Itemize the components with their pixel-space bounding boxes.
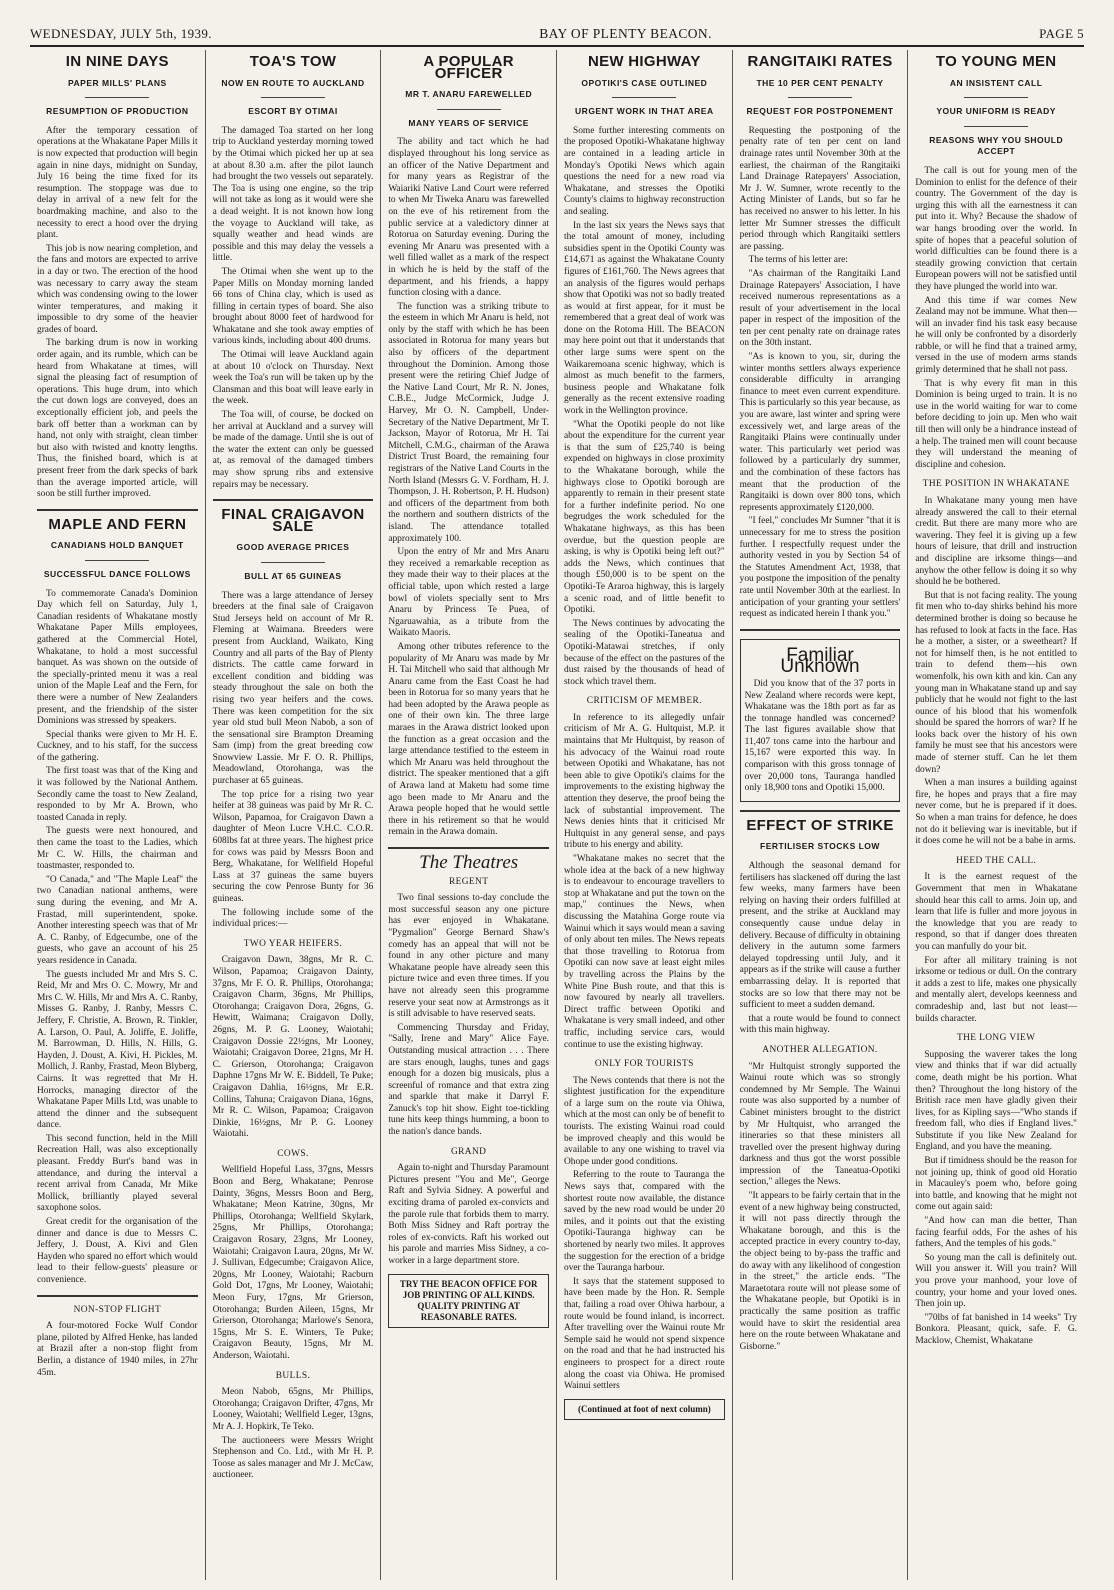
article-subheading: REQUEST FOR POSTPONEMENT: [746, 106, 894, 117]
paragraph: "As chairman of the Rangitaiki Land Drainage Ratepayers' Association, I have received numerous representations as a result of your advertisement in the local paper in respect of the imposition of the ten per cent penalty rate on drainage rates on the 30th instant.: [739, 268, 901, 349]
page-number: PAGE 5: [1039, 26, 1084, 41]
article-body: [213, 591, 374, 931]
paragraph: Again to-night and Thursday Paramount Pictures present "You and Me", George Raft and Sylvia Sidney. A powerful and exciting drama of paroled ex-convicts and the parole rule that forbids them to marry. Both Miss Sidney and Raft portray the roles of ex-convicts. Raft his worked out his parole and marries Miss Sidney, a co-worker in a large department store.: [388, 1163, 549, 1266]
paragraph: So young man the call is definitely out. Will you answer it. Will you train? Will you prove your manhood, your love of country, your home and your loved ones. Then join up.: [915, 1252, 1077, 1310]
article-subheading: YOUR UNIFORM IS READY: [936, 106, 1056, 117]
article-heading: A POPULAR OFFICER: [423, 53, 514, 82]
paragraph: "Mr Hultquist strongly supported the Wainui route which was so strongly condemned by Mr Semple. The Wainui route was also supported by a number of Cabinet ministers brought to the district by Mr Hultquist, who arranged the itineraries so that these ministers all travelled over the present highway during darkness and thus got the worst possible impression of the Taneatua-Opotiki section," alleges the News.: [739, 1061, 901, 1188]
section-heading: NON-STOP FLIGHT: [73, 1304, 162, 1315]
article-heading: NEW HIGHWAY: [587, 53, 701, 70]
article-body: [37, 1321, 198, 1379]
paragraph: The following include some of the individual prices:—: [212, 907, 374, 930]
article-heading: IN NINE DAYS: [65, 53, 169, 70]
article-body: [213, 955, 374, 1141]
article-subheading: NOW EN ROUTE TO AUCKLAND: [221, 77, 365, 88]
article-body: [564, 126, 725, 689]
article-body: [388, 137, 549, 839]
paragraph: "70lbs of fat banished in 14 weeks" Try Bonkora. Pleasant, quick, safe. F. G. Macklow, Chemist, Whakatane: [915, 1312, 1077, 1346]
paragraph: It says that the statement supposed to have been made by the Hon. R. Semple that, failing a road over Ohiwa harbour, a route would be found inland, is incorrect. After travelling over the Wainui route Mr Semple said he would not spend sixpence on the road and that he had instructed his engineers to prospect for a direct route along the coast via Ohiwa. He promised Wainui settlers: [564, 1276, 725, 1392]
paragraph: The damaged Toa started on her long trip to Auckland yesterday morning towed by the Otimai which picked her up at sea at about 8.30 a.m. after the pilot launch had brought the two vessels out separately. The Toa is using one engine, so the trip will not take as long as it would were she a dead weight. It is not known how long the voyage to Auckland will take, as squally weather and head winds are possible and this may delay the vessels a little.: [212, 125, 374, 264]
paragraph: Among other tributes reference to the popularity of Mr Anaru was made by Mr H. Tai Mitchell who said that although Mr Anaru came from the East Coast he had been in Rotorua for so many years that he had been adopted by the Arawa people as one of their own kin. The three large maraes in the Arawa district looked upon the function as a great occasion and the large attendance testified to the esteem in which Mr Anaru was held throughout the district. The speaker mentioned that a gift of Arawa land at Maketu had some time ago been made to Mr Anaru and the Arawa people hoped that he would settle there in his retirement so that he would remain in the Arawa domain.: [388, 641, 549, 838]
paragraph: That is why every fit man in this Dominion is being urged to train. It is no use in the world waiting for war to come before deciding to join up. Men who wait till then will only be a hindrance instead of a help. The trained men will count because they will understand the meaning of discipline and cohesion.: [915, 378, 1077, 470]
paragraph: The first toast was that of the King and it was followed by the National Anthem. Secondly came the toast to New Zealand, responded to by Mr A. Brown, who toasted Canada in reply.: [37, 766, 198, 823]
article-subheading: REASONS WHY YOU SHOULD ACCEPT: [929, 134, 1064, 157]
paragraph: Some further interesting comments on the proposed Opotiki-Whakatane highway are contained in a leading article in Monday's Opotiki News which again questions the need for a new road via Whakatane, and stresses the Opotiki County's claims to highway reconstruction and sealing.: [564, 125, 725, 217]
paragraph: "What the Opotiki people do not like about the expenditure for the current year is that the sum of £25,740 is being expended on highways in close proximity to the Whakatane borough, while the highways close to Opotiki borough are apparently to remain in their present state for a further indefinite period. No one begrudges the work scheduled for the Whakatane highways, as this has been overdue, but the question people are asking, is why is Opotiki being left out?" adds the News, which continues that though £50,000 is to be spent on the Opotiki-Te Araroa highway, this is largely a scenic road, and of little benefit to Opotiki.: [564, 419, 725, 616]
issue-date: WEDNESDAY, JULY 5th, 1939.: [30, 26, 212, 41]
article-subheading: CANADIANS HOLD BANQUET: [50, 540, 184, 551]
paragraph: The guests were next honoured, and then came the toast to the Ladies, which Mr C. W. Hills, the chairman and toastmaster, responded to.: [37, 826, 198, 872]
paragraph: "It appears to be fairly certain that in the event of a new highway being constructed, it will not pass directly through the Whakatane borough, and this is the accepted practice in every country to-day, the object being to by-pass the traffic and do away with any likelihood of congestion in the street," the article ends. "The Maraetotara route will not please some of the Whakatane people, but Opotiki is in practically the same position as traffic would have to skirt the residential area here on the route between Whakatane and Gisborne.": [739, 1191, 901, 1352]
paragraph: Referring to the route to Tauranga the News says that, compared with the shortest route now available, the distance saved by the new road would be under 20 miles, and it points out that the existing Opotiki-Tauranga highway can be shortened by nearly two miles. It approves the suggestion for the erection of a bridge over the Tauranga harbour.: [564, 1170, 725, 1274]
paragraph: Craigavon Dawn, 38gns, Mr R. C. Wilson, Papamoa; Craigavon Dainty, 37gns, Mr F. O. R. Phillips, Otorohanga; Craigavon Charm, 36gns, Mr Phillips, Otorohanga; Craigavon Dora, 26gns, G. Hewitt, Waimana; Craigavon Dolly, 26gns, M. P. G. Looney, Waiotahi; Craigavon Dossie 22½gns, Mr Looney, Waiotahi; Craigavon Doree, 21gns, Mr H. C. Grierson, Otorohanga; Craigavon Daphne 17gns Mr W. E. Biddell, Te Puke; Craigavon Dahlia, 16½gns, Mr E.R. Collins, Tahuna; Craigavon Diana, 16gns, Mr R. C. Wilson, Papamoa; Craigavon Dinkie, 16½gns, Mr P. G. Looney Waiotahi.: [212, 955, 374, 1140]
section-heading: TWO YEAR HEIFERS.: [243, 938, 343, 949]
article-body: [37, 126, 198, 501]
column-6: [908, 50, 1084, 1580]
article-body: [915, 496, 1077, 848]
article-subheading: MANY YEARS OF SERVICE: [408, 117, 529, 128]
paragraph: Commencing Thursday and Friday, "Sally, Irene and Mary" Alice Faye. Outstanding musical attraction . . . There are stars enough, laughs, tunes and gags enough for a dozen big musicals, plus a screenful of romance and that extra zing and sparkle that make it Darryl F. Zanuck's top hit show. Eight toe-tickling tune hits keep things humming, a boon to the nation's dance bands.: [388, 1022, 549, 1138]
column-2: [206, 50, 382, 1580]
article-body: [388, 1163, 549, 1267]
paragraph: The Toa will, of course, be docked on her arrival at Auckland and a survey will be made of the damage. Until she is out of the water the extent can only be guessed at, as removal of the damaged timbers may show sprung ribs and extensive repairs may be necessary.: [212, 410, 374, 490]
article-body: [915, 1050, 1077, 1348]
paragraph: The News continues by advocating the sealing of the Opotiki-Taneatua and Opotiki-Matawai stretches, if only because of the effect on the pastures of the dust raised by the thousands of head of stock which travel them.: [564, 618, 725, 687]
article-subheading: URGENT WORK IN THAT AREA: [575, 106, 714, 117]
section-heading: CRITICISM OF MEMBER.: [586, 696, 702, 707]
section-heading: REGENT: [448, 876, 489, 887]
article-body: [740, 861, 901, 1037]
paragraph: Upon the entry of Mr and Mrs Anaru they received a remarkable reception as they made their way to their places at the official table, upon which rested a large bowl of violets specially sent to Mrs Anaru by Princess Te Puea, of Ngaruawahia, as a tribute from the Waikato Maoris.: [388, 547, 549, 639]
paragraph: "Whakatane makes no secret that the whole idea at the back of a new highway is to endeavour to encourage travellers to stop at Whakatane and put the town on the map," continues the News, when discussing the Matahina Gorge route via Wainui which it says would mean a saving of only about ten miles. The News repeats that those travelling to Rotorua from Opotiki can now save at least eight miles by travelling across the Plains by the White Pine Bush route, and that this is now favoured by nearly all travellers. Direct traffic between Opotiki and Whakatane is very small indeed, and other traffic, including service cars, would continue to use the existing highway.: [564, 854, 725, 1050]
article-body: [745, 679, 896, 795]
section-heading: COWS.: [277, 1148, 309, 1159]
paragraph: When a man insures a building against fire, he hopes and prays that a fire may never come, but he is prepared if it does. So when a man trains for defence, he does not do it believing war is inevitable, but if it does come he will not be a babe in arms.: [915, 778, 1077, 847]
paragraph: "I feel," concludes Mr Sumner "that it is unnecessary for me to stress the position further. I respectfully request under the authority vested in you by Section 54 of the Statutes Amendment Act, 1938, that you postpone the imposition of the penalty rate until November 30th at the earliest. In anticipation of your granting your settlers' request as indicated herein I thank you.": [739, 516, 901, 620]
article-body: [564, 1076, 725, 1393]
paragraph: It is the earnest request of the Government that men in Whakatane should hear this call to arms. Join up, and learn that life is fuller and more joyous in the knowledge that you are ready to respond, so that if danger does threaten you can manfully do your bit.: [915, 872, 1077, 952]
paragraph: Although the seasonal demand for fertilisers has slackened off during the last few weeks, many farmers have been relying on having their orders fulfilled at present, and the strike at Auckland may consequently cause undue delay in delivery. Because of difficulty in obtaining delivery in the autumn some farmers delayed topdressing until July, and it appears as if the strike will cause a further embarrassing delay. It is reported that stocks are so low that there may not be sufficient to meet a sudden demand.: [739, 861, 901, 1011]
masthead: [30, 22, 1084, 47]
section-heading: ANOTHER ALLEGATION.: [762, 1044, 878, 1055]
paragraph: Great credit for the organisation of the dinner and dance is due to Messrs C. Jeffery, J. Doust, A. Kivi and Glen Hayden who spared no effort which would lead to their fellow-guests' pleasure or convenience.: [37, 1217, 198, 1285]
paragraph: A four-motored Focke Wulf Condor plane, piloted by Alfred Henke, has landed at Brazil after a non-stop flight from Berlin, a distance of 1940 miles, in 27hr 45m.: [37, 1321, 198, 1378]
article-subheading: THE 10 PER CENT PENALTY: [756, 77, 884, 88]
section-heading: THE POSITION IN WHAKATANE: [922, 479, 1070, 490]
article-heading: TO YOUNG MEN: [935, 53, 1057, 70]
paragraph: Meon Nabob, 65gns, Mr Phillips, Otorohanga; Craigavon Drifter, 47gns, Mr Looney, Waiotahi; Wellfield Leger, 13gns, Mr A. J. Hopkirk, Te Teko.: [212, 1387, 374, 1432]
paragraph: In the last six years the News says that the total amount of money, including subsidies spent in the Opotiki County was £14,671 as against the Whakatane County figures of £161,760. The News agrees that an analysis of the figures would perhaps show that Opotiki was not so badly treated as would at first appear, for it must be remembered that a great deal of work was done on the Rotoma Hill. The BEACON may here point out that it understands that other large sums were spent on the Waikaremoana scenic highway, which is almost as much benefit to the farmers, business people and Whakatane folk generally as the recent extensive roading work in the Wellington province.: [564, 220, 725, 417]
paragraph: The Otimai will leave Auckland again at about 10 o'clock on Thursday. Next week the Toa's run will be taken up by the Clansman and this boat will leave early in the week.: [212, 350, 374, 407]
paragraph: To commemorate Canada's Dominion Day which fell on Saturday, July 1, Canadian residents of Whakatane mostly Whakatane Paper Mills employees, gathered at the Commercial Hotel, Whakatane, to hold a most successful banquet. As was shown on the outside of the specially-printed menu it was a real union of the Maple Leaf and the Fern, for there were a number of New Zealanders present, and the friendship of the sister Dominions was stressed by speakers.: [37, 588, 198, 727]
paragraph: The Otimai when she went up to the Paper Mills on Monday morning landed 66 tons of China clay, which is used as filling in certain types of board. She also brought about 8000 feet of hardwood for Whakatane and she took away empties of various kinds, including about 400 drums.: [212, 266, 374, 347]
paragraph: In reference to its allegedly unfair criticism of Mr A. G. Hultquist, M.P. it maintains that Mr Hultquist, by reason of his advocacy of the Wainui road route between Opotiki and Whakatane, has not been able to give Opotiki's claims for the improvements to the existing highway the attention they deserve, the proof being the lack of substantial improvement. The News denies hints that it criticised Mr Hultquist in any general sense, and pays tribute to his energy and ability.: [564, 712, 725, 851]
article-heading: MAPLE AND FERN: [48, 515, 187, 533]
article-heading: TOA'S TOW: [249, 53, 337, 70]
printing-advertisement: TRY THE BEACON OFFICE FOR JOB PRINTING OF ALL KINDS. QUALITY PRINTING AT REASONABLE RATES.: [388, 1274, 549, 1328]
newspaper-title: BAY OF PLENTY BEACON.: [539, 26, 712, 41]
article-subheading: BULL AT 65 GUINEAS: [244, 570, 342, 581]
paragraph: "As is known to you, sir, during the winter months settlers always experience considerable difficulty in arranging finance to meet even current expenditure. This is particularly so this year because, as you are aware, last winter and spring were excessively wet, and large areas of the Rangitaiki Plains were continually under water. This particularly wet period was followed by a particularly dry summer, and the combination of these factors has meant that the production of the Rangitaiki is down over 800 tons, which represents approximately £120,000.: [739, 352, 901, 513]
paragraph: The call is out for young men of the Dominion to enlist for the defence of their country. The Government of the day is urging this with all the earnestness it can put into it. Why? Because the shadow of war hangs brooding over the world. In spite of hopes that a peaceful solution of world difficulties can be found there is a steadily growing conviction that certain European powers will not be satisfied until they have plunged the world into war.: [915, 165, 1077, 292]
article-subheading: MR T. ANARU FAREWELLED: [405, 89, 533, 100]
article-subheading: SUCCESSFUL DANCE FOLLOWS: [43, 568, 191, 579]
paragraph: Special thanks were given to Mr H. E. Cuckney, and to his staff, for the success of the gathering.: [37, 729, 198, 763]
paragraph: After the temporary cessation of operations at the Whakatane Paper Mills it is now expected that production will begin again in nine days, midnight on Sunday, July 16 being the time fixed for its resumption. The stoppage was due to delay in arrival of a new felt for the boardmaking machine, and also to the necessity to erect a hood over the drying plant.: [37, 125, 198, 241]
article-body: [564, 713, 725, 1051]
paragraph: that a route would be found to connect with this main highway.: [739, 1013, 901, 1036]
article-heading: EFFECT OF STRIKE: [746, 816, 894, 834]
paragraph: There was a large attendance of Jersey breeders at the final sale of Craigavon Stud Jerseys held on account of Mr R. Fleming at Waimana. Breeders were present from Auckland, Waikato, King Country and all parts of the Bay of Plenty districts. The cattle came forward in excellent condition and bidding was steady throughout the sale on both the rising two year heifers and the cows. There was keen competition for the six year old stud bull Meon Nabob, a son of the sensational sire Brampton Dreaming Sam (imp) from the great breeding cow Snowview Lassie. Mr F. O. R. Phillips, Meadowland, Otorohanga, was the purchaser at 65 guineas.: [212, 590, 374, 787]
paragraph: Two final sessions to-day conclude the most successful season any one picture has ever enjoyed in Whakatane. "Pygmalion" George Bernard Shaw's comedy has an appeal that will not be found in any other picture and many Whakatane people have already seen this picture twice and even three times. If you have not already seen this programme reserve your seat now at Armstrongs as it is still advisable to have reserved seats.: [388, 893, 549, 1020]
article-subheading: GOOD AVERAGE PRICES: [236, 542, 350, 553]
article-heading: RANGITAIKI RATES: [747, 53, 893, 70]
paragraph: The News contends that there is not the slightest justification for the expenditure of a large sum on the route via Ohiwa, which at the most can only be of benefit to tourists. The existing Wainui road could be improved cheaply and this would be available to any one wishing to travel via Ohope under good conditions.: [564, 1075, 725, 1167]
article-body: [37, 589, 198, 1287]
paragraph: The ability and tact which he had displayed throughout his long service as an officer of the Native Department and for many years as Registrar of the Waiariki Native Land Court were referred to when Mr Tiweka Anaru was farewelled on the eve of his retirement from the public service at a valedictory dinner at Rotorua on Saturday evening. During the evening Mr Anaru was presented with a well filled wallet as a mark of the respect in which he is held by the staff of the department, and his friends, a happy function closing with a dance.: [388, 137, 549, 299]
article-subheading: PAPER MILLS' PLANS: [67, 77, 167, 88]
paragraph: The guests included Mr and Mrs S. C. Reid, Mr and Mrs O. C. Mowry, Mr and Mrs C. W. Hills, Mr and Mrs A. C. Ranby, Misses G. Ranby, J. Ranby, Messrs C. Jeffery, F. Christie, A. Brown, R. Tinkler, A. Larson, O. Paul, A. Joliffe, E. Joliffe, M. Barrowman, D. Hills, N. Hills, G. Hayden, J. Doust, A. Kivi, H. Pickles, M. Mollich, J. Ranby, Frastad, Meon Blyberg, Cairns. It was regretted that Mr H. Horrocks, managing director of the Whakatane Paper Mills Ltd, was unable to attend the dinner and the subsequent dance.: [37, 969, 198, 1131]
article-body: [213, 1387, 374, 1482]
article-subheading: AN INSISTENT CALL: [949, 77, 1043, 88]
paragraph: But if timidness should be the reason for not joining up, think of good old Horatio in Macauley's poem who, before going into battle, and knowing that he might not come out again said:: [915, 1156, 1077, 1213]
paragraph: Requesting the postponing of the penalty rate of ten per cent on land drainage rates until November 30th at the earliest, the chairman of the Rangitaiki Land Drainage Ratepayers' Association, Mr J. W. Sumner, wrote recently to the Acting Minister of Lands, but so far he has received no answer to his letter. In his letter Mr Sumner stresses the difficult period through which Rangitaiki settlers are passing.: [739, 125, 901, 252]
article-body: [213, 126, 374, 491]
section-heading: BULLS.: [275, 1370, 311, 1381]
paragraph: This second function, held in the Mill Recreation Hall, was also exceptionally pleasant. Freddy Burt's band was in attendance, and during the interval a recent arrival from Canada, Mr Mike Mollick, brilliantly played several saxophone solos.: [37, 1133, 198, 1214]
theatres-heading: The Theatres: [419, 852, 519, 873]
paragraph: The function was a striking tribute to the esteem in which Mr Anaru is held, not only by the staff with which he has been associated in Rotorua for many years but also by officers of the department throughout the Dominion. Among those present were the retiring Chief Judge of the Native Land Court, Mr R. N. Jones, C.B.E., Judge McCormick, Judge J. Harvey, Mr O. N. Campbell, Under-Secretary of the Native Department, Mr T. Jackson, Mayor of Rotorua, Mr H. Tai Mitchell, C.M.G., chairman of the Arawa District Trust Board, the remaining four registrars of the Native Land Courts in the North Island (Messrs G. V. Fordham, H. J. Thompson, J. H. Robertson, P. H. Hudson) and officers of the department from both the northern and southern districts of the island. The attendance totalled approximately 100.: [388, 301, 549, 544]
article-subheading: OPOTIKI'S CASE OUTLINED: [581, 77, 708, 88]
paragraph: In Whakatane many young men have already answered the call to their eternal credit. But there are many more who are wavering. They feel it is giving up a few hours of leisure, that drill and instruction and discipline are irksome things—and anyhow the other fellow is doing it so why should he be bothered.: [915, 496, 1077, 588]
paragraph: Wellfield Hopeful Lass, 37gns, Messrs Boon and Berg, Whakatane; Penrose Dainty, 36gns, Messrs Boon and Berg, Whakatane; Meon Katrine, 30gns, Mr Phillips, Otorohanga; Wellfield Skylark, 25gns, Mr Phillips, Otorohanga; Craigavon Rosary, 23gns, Mr Looney, Waiotahi; Craigavon Laura, 20gns, Mr W. J. Sullivan, Edgecumbe; Craigavon Alice, 20gns, Mr Looney, Waiotahi; Racburn Gold Dot, 17gns, Mr Looney, Waiotahi; Meon Fury, 17gns, Mr Grierson, Otorohanga; Burden Aileen, 15gns, Mr Grierson, Otorohanga; Marlowe's Senora, 15gns, Mr S. E. Winters, Te Puke; Craigavon Beauty, 15gns, Mr M. Anderson, Waiotahi.: [212, 1165, 374, 1361]
paragraph: This job is now nearing completion, and the fans and motors are expected to arrive in a day or two. The erection of the hood was necessary to carry away the steam which was condensing owing to the lower winter temperatures, and making it impossible to dry some of the heavier grades of board.: [37, 243, 198, 335]
article-body: [740, 126, 901, 621]
paragraph: "O Canada," and "The Maple Leaf" the two Canadian national anthems, were sung during the evening, and Mr A. Frastad, mill superintendent, spoke. Another interesting speech was that of Mr A. C. Ranby, of Edgecumbe, one of the guests, who gave an account of his 25 years residence in Canada.: [37, 874, 198, 966]
paragraph: The barking drum is now in working order again, and its rumble, which can be heard from Whakatane at times, will signal the pleasing fact of resumption of operations. This huge drum, into which the cut down logs are conveyed, does an exceptionally efficient job, and peels the bark off better than a workman can by hand, not only with straight, clean timber but also with twisted and knotty lengths. Thus, the finished board, which is at present freer from the dark specks of bark than the average imported article, will soon be still further improved.: [37, 338, 198, 500]
paragraph: The top price for a rising two year heifer at 38 guineas was paid by Mr R. C. Wilson, Papamoa, for Craigavon Dawn a daughter of Meon Lucre V.H.C. C.O.R. 608lbs fat at three years. The highest price for cows was paid by Messrs Boon and Berg, Whakatane, for Wellfield Hopeful Lass at 37 guineas the same buyers securing the cow Penrose Bunty for 36 guineas.: [212, 789, 374, 904]
newspaper-columns: [30, 50, 1084, 1580]
feature-heading: Familiar Unknown: [780, 644, 860, 678]
article-body: [915, 872, 1077, 1025]
article-body: [213, 1165, 374, 1362]
paragraph: The terms of his letter are:: [748, 255, 848, 266]
column-5: [733, 50, 909, 1580]
paragraph: And this time if war comes New Zealand may not be immune. What then—will an invader find his task easy because he will only be confronted by a disorderly rabble, or will he find that a trained army, versed in the use of modern arms stands grimly determined that he shall not pass.: [915, 295, 1077, 376]
paragraph: For after all military training is not irksome or tedious or dull. On the contrary it adds a zest to life, makes one physically and mentally alert, develops keenness and comradeship and, last but not least—builds character.: [915, 955, 1077, 1024]
paragraph: But that is not facing reality. The young fit men who to-day shirks behind his more determined brother is doing so because he has refused to look at facts in the face. Has he a mother, a sister, or a sweetheart? If not for himself then, is he not entitled to train to defend them—his own womenfolk, his own kith and kin. Can any young man in Whakatane stand up and say publicly that he would not fight to the last ounce of his blood that his womenfolk should be spared the horrors of war? If he looks back over the history of his own family he must see that his ancestors were made of sterner stuff. Can he let them down?: [915, 590, 1077, 775]
paragraph: Did you know that of the 37 ports in New Zealand where records were kept, Whakatane was the 18th port as far as the tonnage handled was concerned? The last figures available show that 11,407 tons came into the harbour and 15,167 were exported this way. In comparison with this gross tonnage of over 20,000 tons, Tauranga handled only 18,900 tons and Opotiki 15,000.: [744, 678, 896, 794]
article-subheading: FERTILISER STOCKS LOW: [760, 841, 880, 852]
continued-note: (Continued at foot of next column): [564, 1399, 725, 1420]
column-1: [30, 50, 206, 1580]
paragraph: The auctioneers were Messrs Wright Stephenson and Co. Ltd., with Mr H. P. Toose as sales manager and Mr J. McCaw, auctioneer.: [212, 1435, 374, 1481]
article-body: [388, 893, 549, 1138]
article-subheading: RESUMPTION OF PRODUCTION: [46, 106, 189, 117]
column-3: [381, 50, 557, 1580]
paragraph: "And how can man die better, Than facing fearful odds, For the ashes of his fathers, And the temples of his gods.": [915, 1216, 1077, 1250]
paragraph: Supposing the waverer takes the long view and thinks that if war did actually come, death might be his portion. What then? Throughout the long history of the British race men have gladly given their lives, for as Kipling says—"Who stands if freedom fall, who dies if England lives." Substitute if you like New Zealand for England, and you have the meaning.: [915, 1049, 1077, 1153]
familiar-unknown-box: [740, 639, 901, 802]
section-heading: THE LONG VIEW: [956, 1033, 1036, 1044]
section-heading: GRAND: [450, 1146, 487, 1157]
section-heading: HEED THE CALL.: [956, 855, 1037, 866]
article-body: [915, 166, 1077, 471]
article-heading: FINAL CRAIGAVON SALE: [221, 506, 365, 535]
section-heading: ONLY FOR TOURISTS: [594, 1059, 694, 1070]
article-subheading: ESCORT BY OTIMAI: [248, 106, 338, 117]
article-body: [740, 1062, 901, 1354]
column-4: [557, 50, 733, 1580]
